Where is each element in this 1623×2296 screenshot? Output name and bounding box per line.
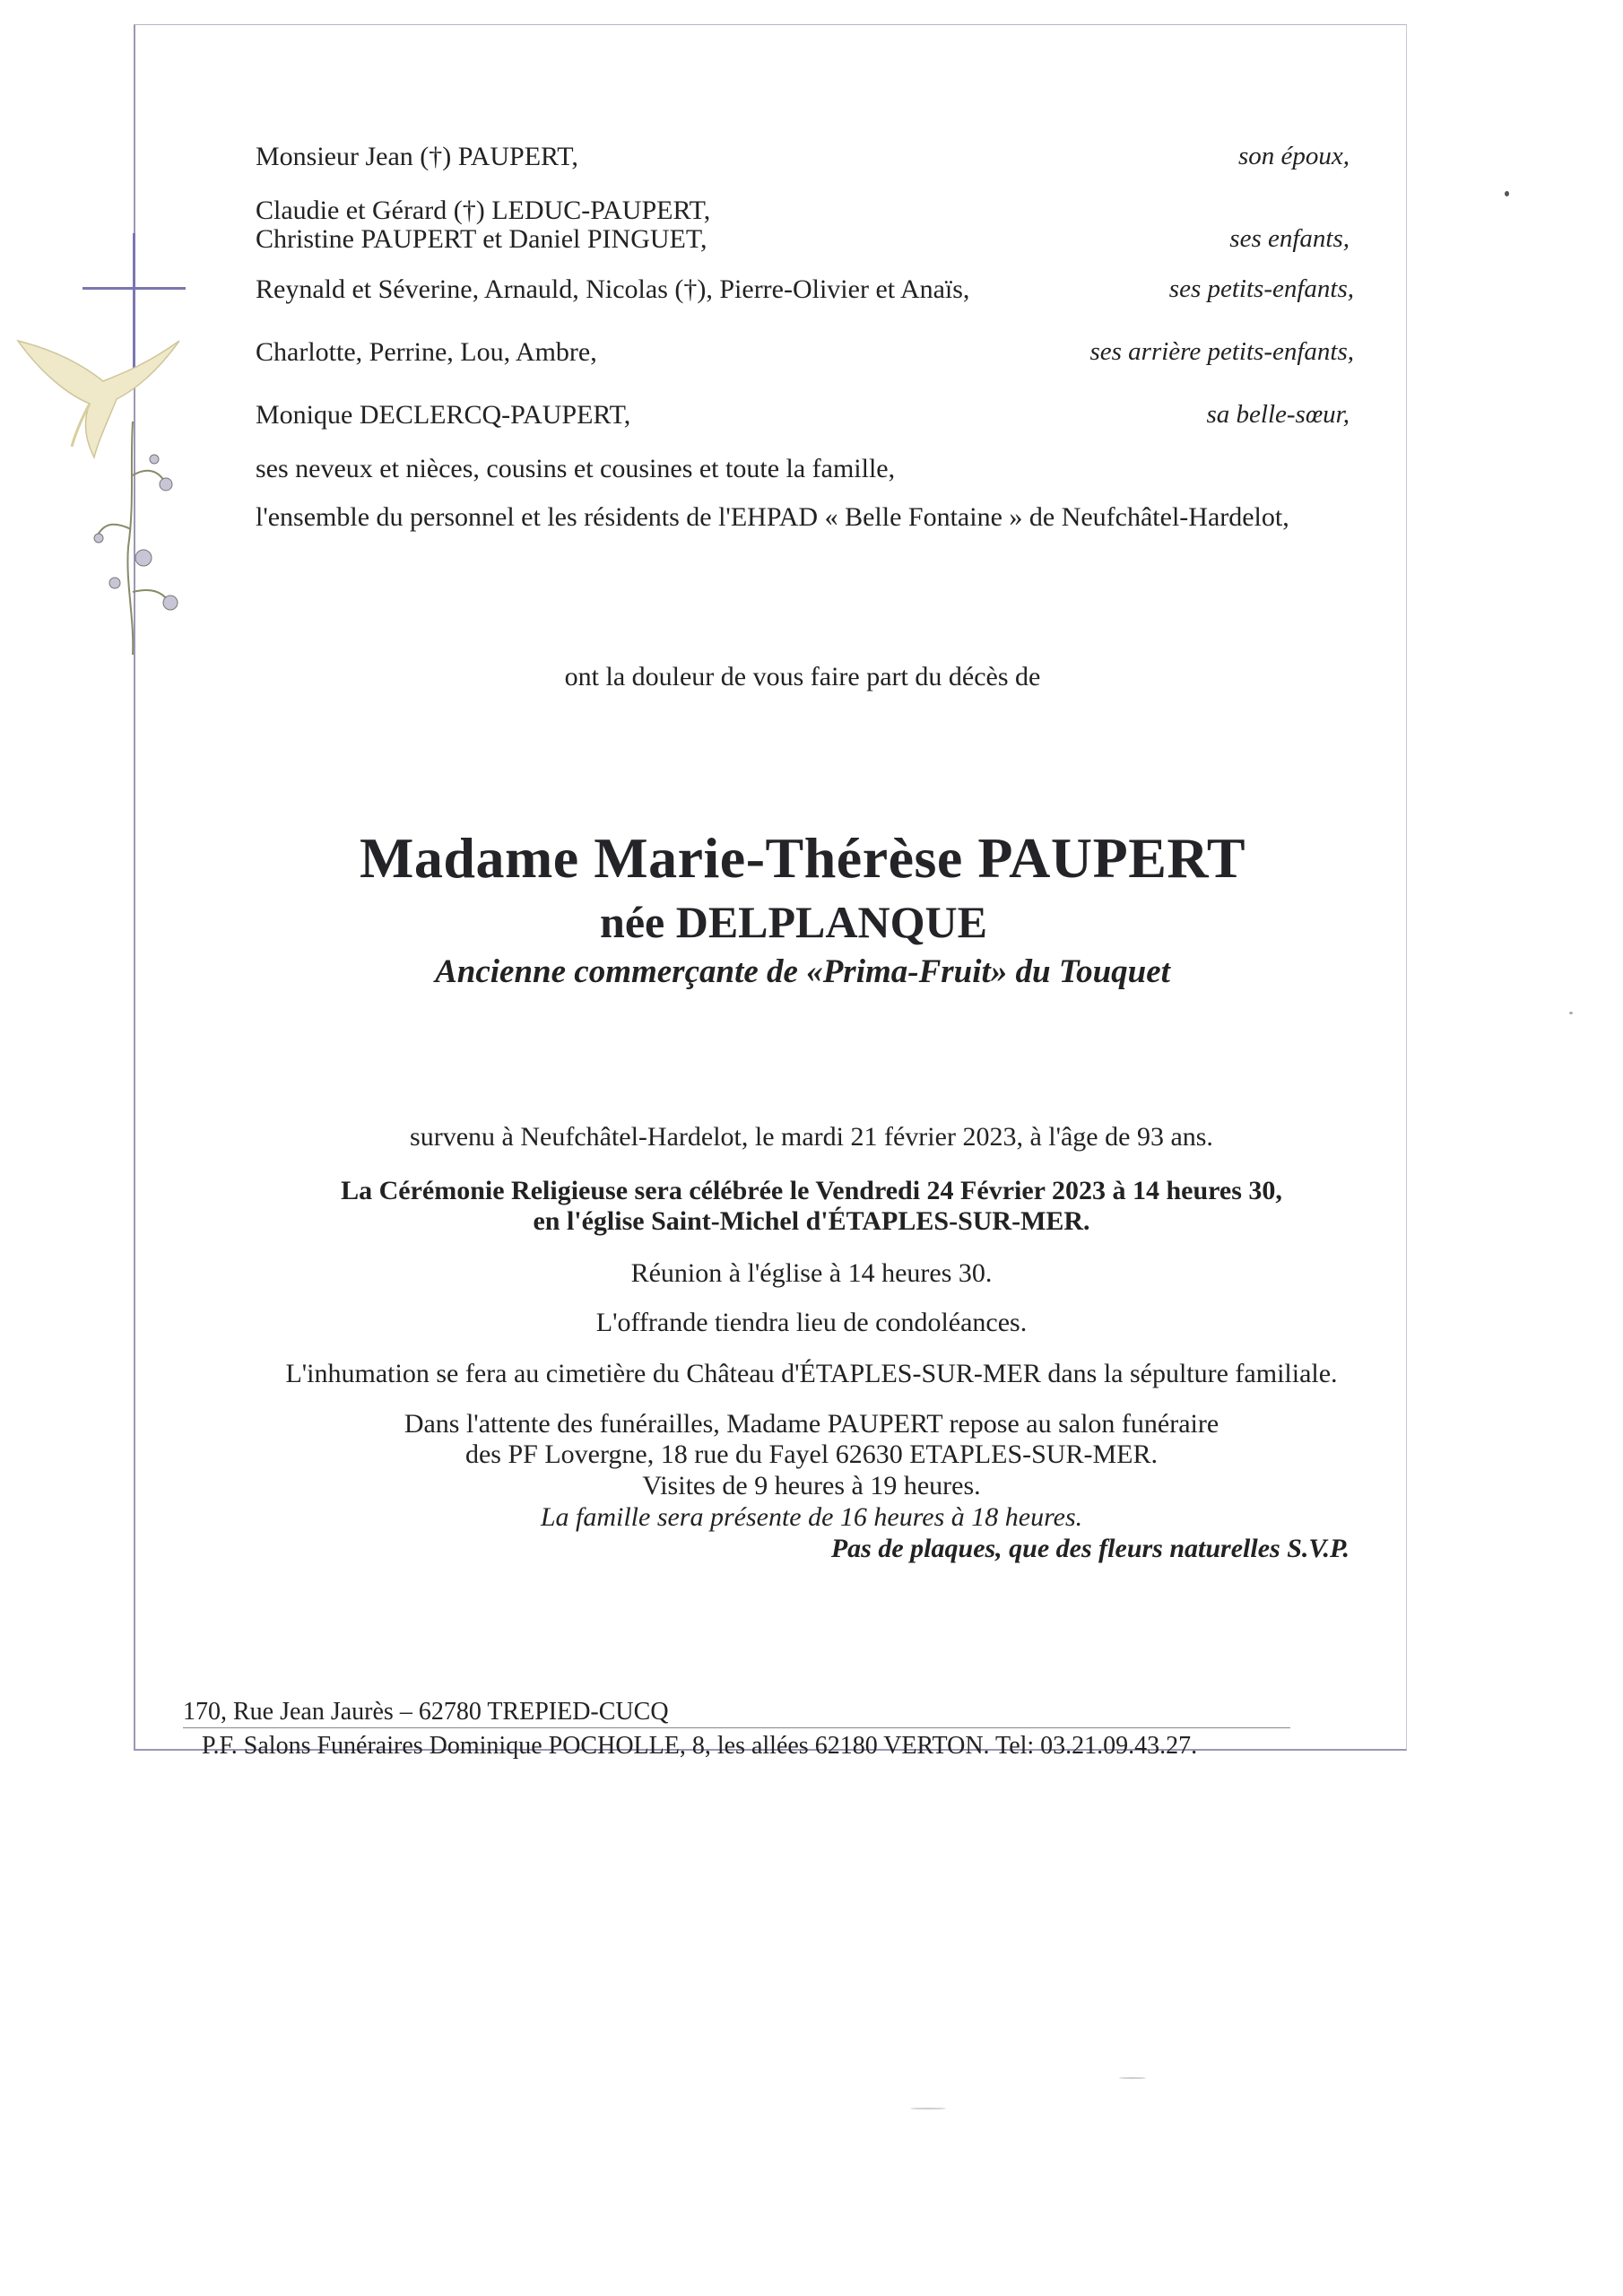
- flowers-note: Pas de plaques, que des fleurs naturelles S.V.P.: [830, 1534, 1350, 1563]
- ceremony-line-1: La Cérémonie Religieuse sera célébrée le Vendredi 24 Février 2023 à 14 heures 30,: [341, 1176, 1282, 1205]
- family-name-4: Reynald et Séverine, Arnauld, Nicolas (†), Pierre-Olivier et Anaïs,: [256, 274, 970, 304]
- viewing-line-3: Visites de 9 heures à 19 heures.: [642, 1471, 981, 1500]
- footer-address: 170, Rue Jean Jaurès – 62780 TREPIED-CUCQ: [183, 1698, 669, 1726]
- maiden-name: née DELPLANQUE: [600, 897, 987, 947]
- scan-speck: [910, 2108, 946, 2109]
- footer-divider: [183, 1727, 1290, 1728]
- family-relation-1: son époux,: [1237, 142, 1350, 170]
- viewing-line-2: des PF Lovergne, 18 rue du Fayel 62630 ETAPLES-SUR-MER.: [464, 1439, 1158, 1469]
- family-name-8: l'ensemble du personnel et les résidents de l'EHPAD « Belle Fontaine » de Neufchâtel-Hardelot,: [256, 502, 1289, 532]
- family-name-3: Christine PAUPERT et Daniel PINGUET,: [256, 224, 707, 254]
- flower-icon: [94, 455, 178, 610]
- family-name-1: Monsieur Jean (†) PAUPERT,: [256, 142, 578, 171]
- family-name-7: ses neveux et nièces, cousins et cousines et toute la famille,: [256, 454, 896, 483]
- family-relation-5: ses arrière petits-enfants,: [1089, 337, 1354, 366]
- cross-dove-decoration: [0, 206, 215, 673]
- family-name-2: Claudie et Gérard (†) LEDUC-PAUPERT,: [256, 196, 711, 225]
- death-info: survenu à Neufchâtel-Hardelot, le mardi 21 février 2023, à l'âge de 93 ans.: [410, 1122, 1213, 1152]
- scan-speck: [1505, 191, 1509, 196]
- burial-info: L'inhumation se fera au cimetière du Château d'ÉTAPLES-SUR-MER dans la sépulture familiale.: [285, 1359, 1338, 1388]
- announcement: ont la douleur de vous faire part du décès de: [564, 662, 1041, 691]
- family-name-6: Monique DECLERCQ-PAUPERT,: [256, 400, 631, 430]
- viewing-line-1: Dans l'attente des funérailles, Madame PAUPERT repose au salon funéraire: [404, 1409, 1219, 1439]
- scan-speck: [1119, 2077, 1146, 2079]
- ceremony-line-2: en l'église Saint-Michel d'ÉTAPLES-SUR-MER.: [533, 1206, 1090, 1236]
- family-relation-6: sa belle-sœur,: [1206, 400, 1350, 429]
- offering-info: L'offrande tiendra lieu de condoléances.: [595, 1308, 1028, 1337]
- family-relation-3: ses enfants,: [1229, 224, 1350, 253]
- scan-speck: [1569, 1012, 1573, 1014]
- family-relation-4: ses petits-enfants,: [1168, 274, 1354, 303]
- deceased-name: Madame Marie-Thérèse PAUPERT: [359, 826, 1246, 890]
- viewing-line-4: La famille sera présente de 16 heures à 18 heures.: [540, 1502, 1083, 1532]
- profession: Ancienne commerçante de «Prima-Fruit» du Touquet: [435, 953, 1170, 990]
- footer-funeral-home: P.F. Salons Funéraires Dominique POCHOLLE, 8, les allées 62180 VERTON. Tel: 03.21.09.43.27.: [202, 1732, 1198, 1760]
- family-name-5: Charlotte, Perrine, Lou, Ambre,: [256, 337, 597, 367]
- meeting-info: Réunion à l'église à 14 heures 30.: [630, 1258, 993, 1288]
- dove-icon: [18, 341, 179, 457]
